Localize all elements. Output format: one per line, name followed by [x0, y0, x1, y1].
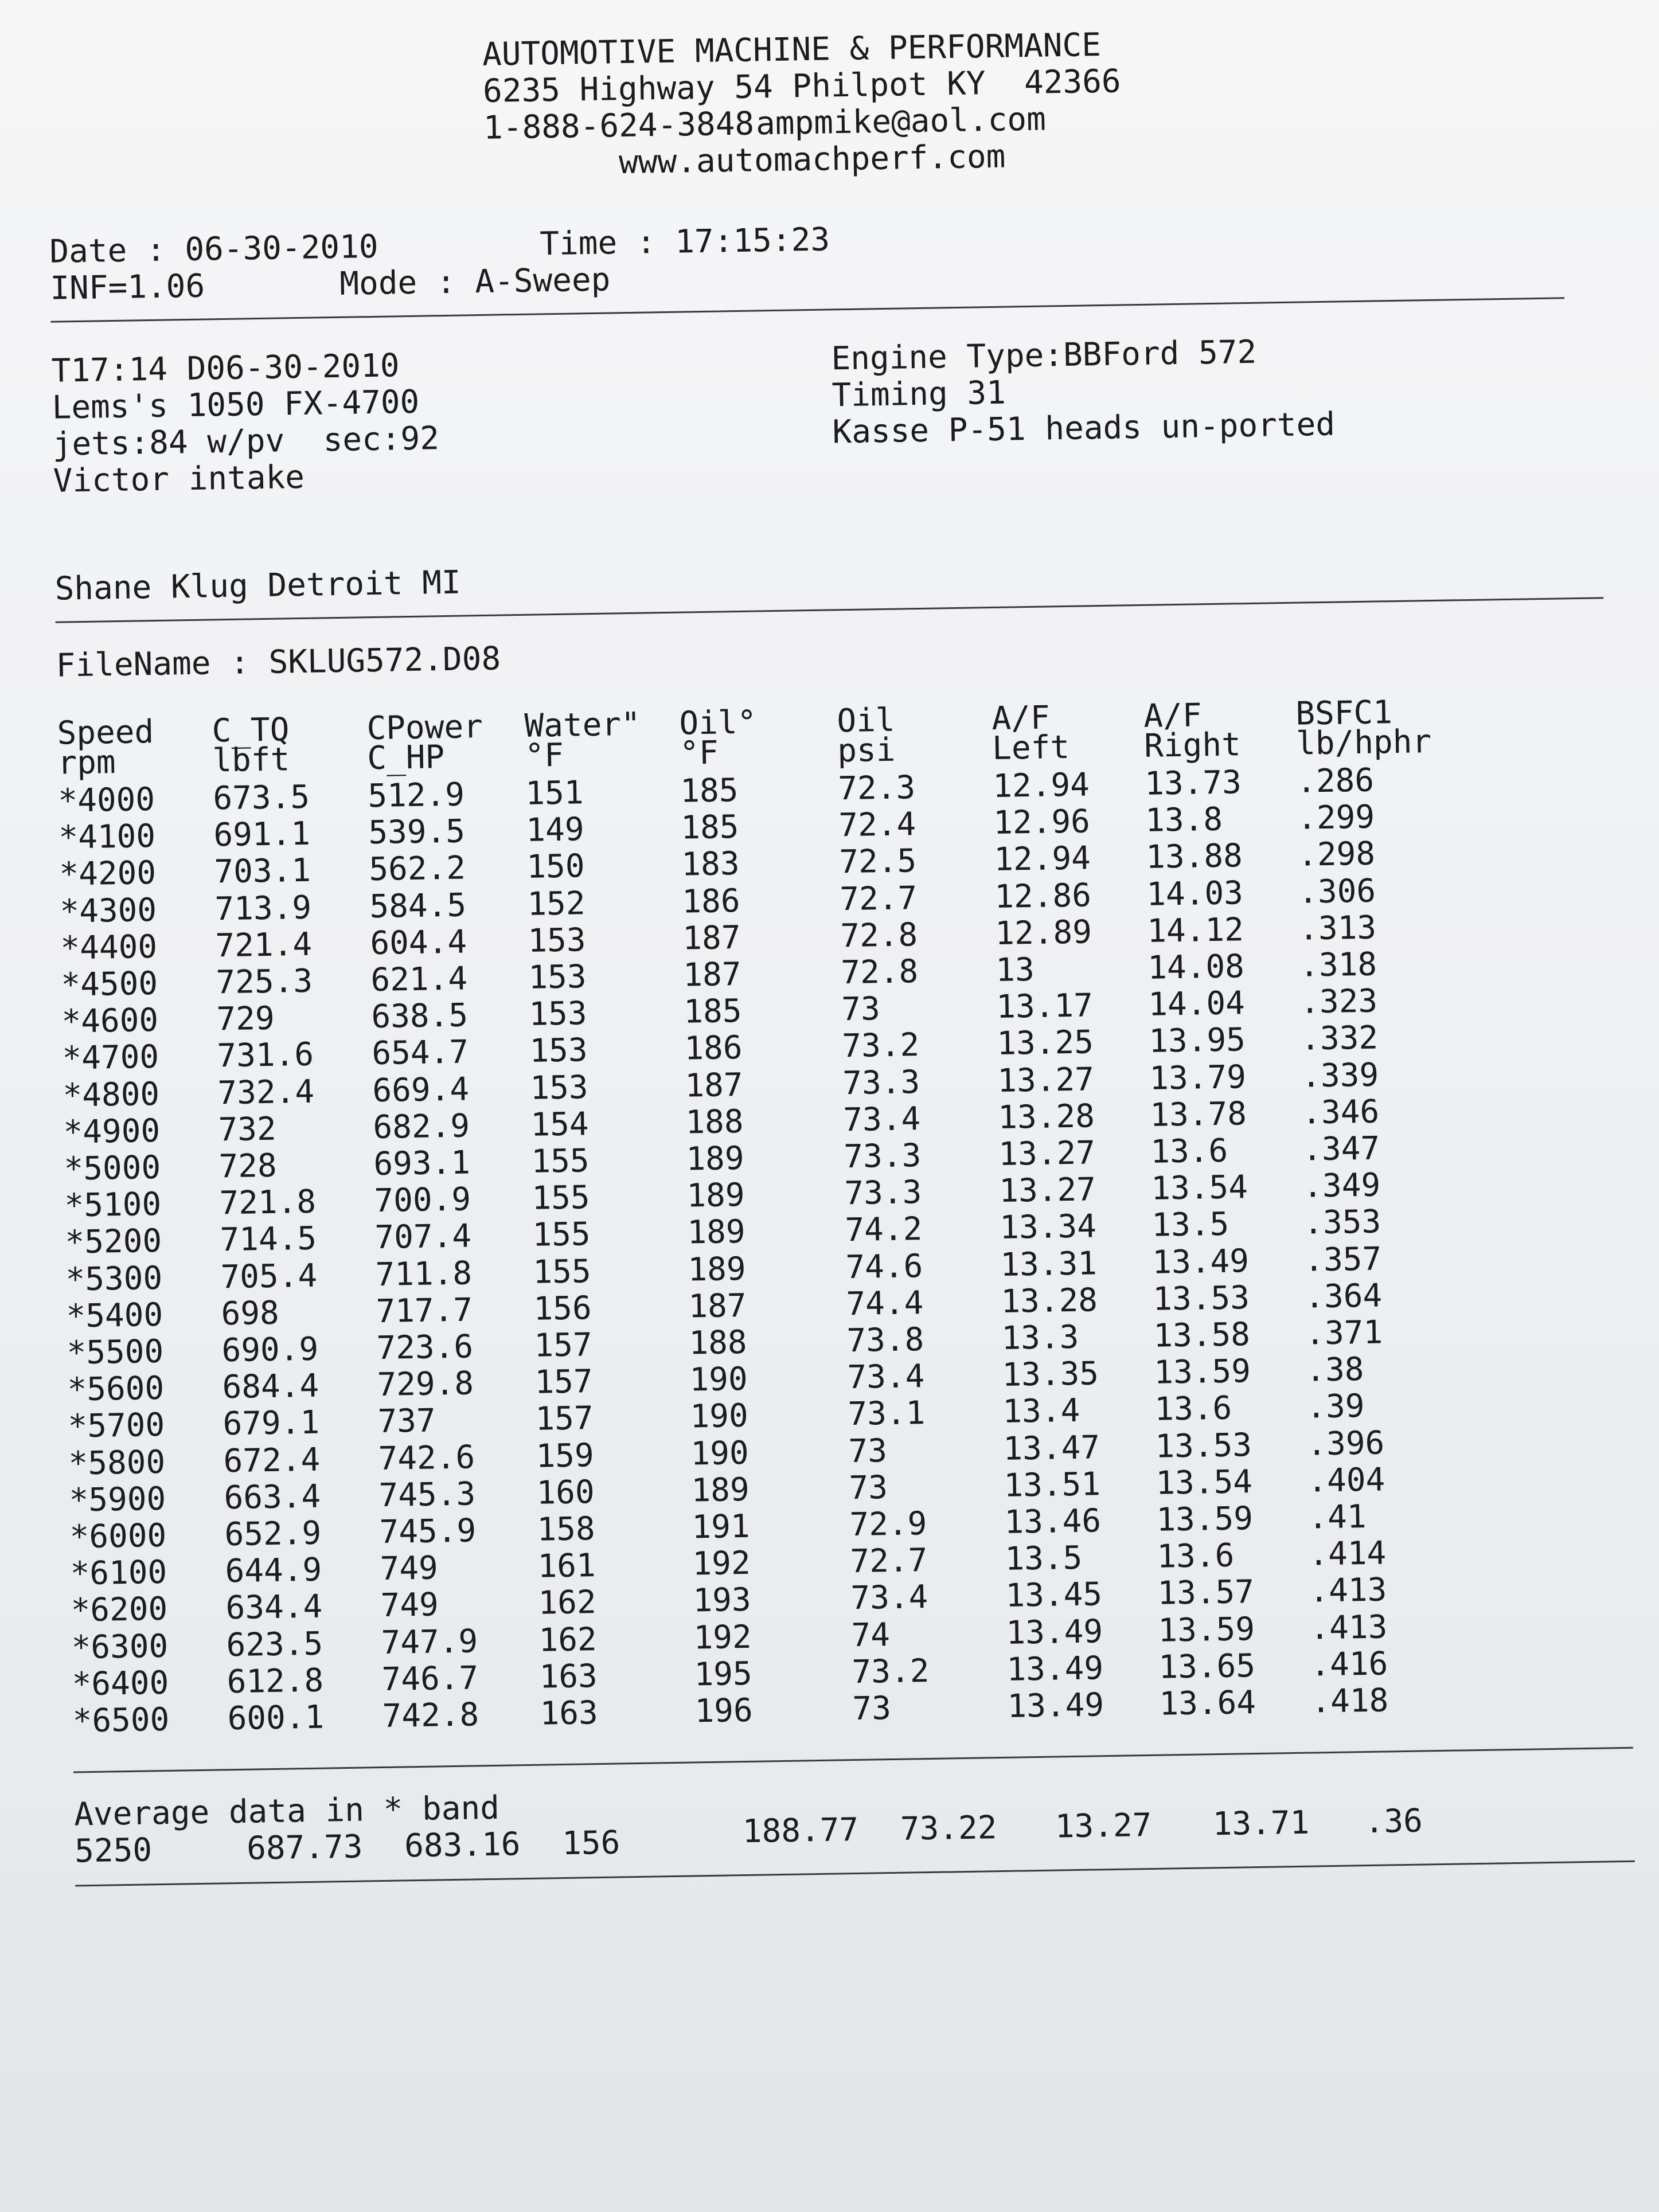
cell-c-tq-lbft: 714.5: [220, 1220, 317, 1259]
cell-oil-temp-f: 187: [684, 1066, 744, 1105]
cell-c-tq-lbft: 729: [216, 999, 275, 1038]
cell-bsfc1: .371: [1305, 1314, 1383, 1353]
cell-bsfc1: .349: [1302, 1166, 1381, 1205]
cell-c-tq-lbft: 725.3: [215, 962, 313, 1002]
cell-af-left: 12.86: [994, 876, 1092, 916]
cell-af-right: 13.53: [1154, 1426, 1252, 1465]
cell-oil-psi: 72.7: [839, 879, 918, 918]
cell-oil-psi: 73: [852, 1690, 892, 1728]
cell-water-temp-f: 155: [532, 1216, 591, 1254]
cell-water-temp-f: 153: [529, 1031, 588, 1070]
column-unit-bsfc1: lb/hphr: [1295, 723, 1432, 763]
cell-bsfc1: .357: [1303, 1240, 1382, 1279]
cell-oil-temp-f: 192: [692, 1545, 751, 1583]
cell-water-temp-f: 153: [528, 958, 587, 996]
cell-af-left: 13.51: [1003, 1465, 1101, 1504]
cell-bsfc1: .418: [1310, 1682, 1389, 1721]
cell-af-right: 13.6: [1156, 1537, 1235, 1576]
cell-oil-psi: 73.4: [846, 1358, 925, 1397]
cell-cpower-c-hp: 747.9: [381, 1622, 478, 1662]
cell-af-right: 14.04: [1147, 984, 1246, 1024]
divider-line: [50, 297, 1564, 322]
average-af-left: 13.27: [1055, 1806, 1152, 1846]
cell-water-temp-f: 153: [529, 1068, 589, 1107]
cell-af-left: 13.46: [1004, 1502, 1102, 1541]
cell-speed-rpm: *5800: [68, 1443, 166, 1483]
cell-af-right: 13.59: [1156, 1500, 1254, 1539]
cell-cpower-c-hp: 584.5: [369, 886, 467, 925]
cell-oil-psi: 73.3: [844, 1174, 922, 1213]
cell-oil-psi: 73: [848, 1468, 888, 1507]
cell-af-left: 12.94: [993, 839, 1091, 879]
cell-bsfc1: .346: [1301, 1093, 1380, 1132]
cell-cpower-c-hp: 717.7: [376, 1291, 473, 1330]
cell-c-tq-lbft: 672.4: [223, 1441, 321, 1480]
column-unit-oil-temp-f: °F: [679, 734, 719, 772]
cell-water-temp-f: 154: [530, 1105, 590, 1144]
cell-speed-rpm: *4600: [61, 1002, 159, 1041]
cell-oil-psi: 74.6: [845, 1247, 923, 1286]
cell-speed-rpm: *5100: [64, 1186, 162, 1225]
cell-af-right: 13.65: [1158, 1647, 1256, 1686]
note-line: jets:84 w/pv sec:92: [52, 420, 440, 463]
cell-af-left: 13.28: [997, 1097, 1095, 1136]
column-unit-speed-rpm: rpm: [57, 744, 116, 782]
cell-af-left: 12.89: [994, 913, 1092, 952]
cell-oil-temp-f: 186: [684, 1029, 743, 1068]
cell-oil-psi: 74.4: [845, 1284, 924, 1323]
cell-speed-rpm: *4200: [58, 854, 157, 894]
cell-c-tq-lbft: 731.6: [216, 1036, 314, 1075]
cell-af-right: 13.73: [1144, 764, 1242, 803]
cell-cpower-c-hp: 723.6: [376, 1328, 474, 1367]
cell-cpower-c-hp: 700.9: [373, 1181, 471, 1220]
file-name: FileName : SKLUG572.D08: [56, 640, 501, 685]
cell-af-right: 13.6: [1150, 1132, 1228, 1171]
cell-water-temp-f: 159: [536, 1436, 595, 1475]
cell-c-tq-lbft: 679.1: [222, 1404, 320, 1443]
cell-water-temp-f: 160: [536, 1473, 595, 1512]
cell-speed-rpm: *4500: [61, 964, 158, 1004]
cell-cpower-c-hp: 746.7: [381, 1659, 479, 1698]
column-unit-af-right: Right: [1143, 726, 1242, 765]
column-header-oil-temp-f: Oil°: [678, 704, 757, 742]
company-website: www.automachperf.com: [618, 138, 1006, 182]
cell-speed-rpm: *6200: [71, 1590, 168, 1629]
cell-af-right: 14.12: [1146, 911, 1244, 950]
customer-name: Shane Klug Detroit MI: [54, 564, 462, 608]
cell-water-temp-f: 149: [525, 811, 585, 850]
cell-speed-rpm: *4100: [58, 818, 156, 857]
cell-bsfc1: .299: [1297, 798, 1375, 837]
cell-af-right: 13.95: [1148, 1021, 1246, 1061]
cell-oil-temp-f: 190: [690, 1434, 750, 1473]
cell-oil-psi: 73.4: [842, 1100, 921, 1139]
cell-af-right: 13.54: [1155, 1463, 1253, 1502]
note-line: T17:14 D06-30-2010: [51, 347, 400, 390]
run-date: Date : 06-30-2010: [49, 228, 379, 271]
cell-oil-temp-f: 189: [690, 1471, 750, 1510]
column-header-water-temp-f: Water": [524, 705, 641, 745]
cell-oil-temp-f: 196: [694, 1691, 754, 1730]
cell-af-right: 13.58: [1153, 1316, 1251, 1355]
cell-af-right: 13.53: [1152, 1279, 1250, 1318]
cell-af-left: 13.25: [996, 1023, 1094, 1063]
cell-c-tq-lbft: 673.5: [212, 778, 310, 818]
cell-c-tq-lbft: 684.4: [222, 1367, 319, 1406]
cell-oil-temp-f: 195: [694, 1655, 753, 1694]
cell-bsfc1: .364: [1304, 1277, 1383, 1316]
run-time: Time : 17:15:23: [539, 221, 830, 263]
cell-bsfc1: .38: [1305, 1351, 1365, 1389]
cell-bsfc1: .416: [1310, 1645, 1388, 1684]
cell-cpower-c-hp: 604.4: [369, 923, 467, 962]
cell-cpower-c-hp: 638.5: [370, 996, 469, 1036]
column-header-af-left: A/F: [991, 699, 1051, 738]
cell-oil-psi: 73.4: [850, 1578, 928, 1617]
cell-bsfc1: .414: [1308, 1534, 1387, 1573]
cell-oil-temp-f: 190: [689, 1397, 749, 1436]
cell-af-left: 13.35: [1001, 1355, 1099, 1394]
column-unit-af-left: Left: [992, 728, 1070, 768]
note-line: Lems's 1050 FX-4700: [52, 383, 420, 427]
average-c-tq-lbft: 687.73: [246, 1828, 363, 1867]
cell-cpower-c-hp: 711.8: [375, 1254, 473, 1293]
cell-af-left: 13: [995, 951, 1035, 990]
cell-c-tq-lbft: 600.1: [227, 1698, 325, 1738]
cell-bsfc1: .413: [1309, 1608, 1388, 1647]
cell-bsfc1: .404: [1307, 1461, 1385, 1500]
cell-oil-temp-f: 189: [686, 1177, 745, 1215]
cell-bsfc1: .413: [1309, 1571, 1387, 1610]
cell-af-left: 13.49: [1005, 1612, 1103, 1652]
company-phone: 1-888-624-3848: [483, 105, 755, 147]
cell-c-tq-lbft: 713.9: [214, 889, 312, 928]
cell-oil-temp-f: 192: [693, 1618, 752, 1657]
cell-oil-psi: 72.8: [840, 953, 919, 992]
cell-oil-temp-f: 183: [681, 845, 740, 884]
cell-bsfc1: .298: [1297, 835, 1376, 874]
cell-cpower-c-hp: 682.9: [372, 1107, 470, 1146]
cell-cpower-c-hp: 621.4: [370, 960, 468, 999]
column-header-af-right: A/F: [1143, 697, 1203, 735]
cell-c-tq-lbft: 634.4: [225, 1588, 323, 1627]
cell-af-left: 13.47: [1002, 1428, 1100, 1468]
cell-oil-temp-f: 189: [687, 1250, 747, 1289]
cell-bsfc1: .39: [1306, 1388, 1365, 1426]
cell-water-temp-f: 162: [538, 1584, 597, 1623]
cell-water-temp-f: 157: [535, 1400, 594, 1439]
cell-oil-temp-f: 189: [686, 1213, 746, 1252]
cell-af-right: 13.6: [1154, 1390, 1232, 1429]
cell-c-tq-lbft: 721.8: [219, 1183, 317, 1222]
cell-water-temp-f: 153: [527, 921, 587, 960]
cell-c-tq-lbft: 663.4: [224, 1478, 321, 1517]
cell-af-right: 13.59: [1157, 1610, 1255, 1650]
cell-af-right: 13.5: [1151, 1206, 1229, 1245]
cell-water-temp-f: 163: [539, 1657, 598, 1696]
cell-c-tq-lbft: 698: [221, 1294, 280, 1333]
cell-af-left: 13.17: [996, 987, 1094, 1026]
cell-af-right: 13.79: [1149, 1058, 1247, 1097]
cell-water-temp-f: 152: [526, 884, 586, 923]
cell-bsfc1: .332: [1300, 1019, 1379, 1058]
cell-oil-temp-f: 187: [682, 919, 741, 958]
cell-af-right: 14.08: [1147, 948, 1245, 987]
cell-af-left: 12.96: [993, 803, 1091, 842]
cell-oil-temp-f: 185: [680, 772, 739, 810]
cell-cpower-c-hp: 539.5: [368, 812, 466, 852]
cell-bsfc1: .318: [1299, 945, 1377, 984]
cell-water-temp-f: 157: [534, 1363, 594, 1401]
heads: Kasse P-51 heads un-ported: [832, 405, 1336, 451]
cell-oil-psi: 73.2: [852, 1652, 930, 1691]
cell-af-left: 13.27: [997, 1060, 1095, 1100]
cell-cpower-c-hp: 749: [380, 1586, 439, 1625]
cell-oil-psi: 73: [841, 990, 881, 1029]
cell-oil-psi: 73.8: [846, 1321, 924, 1360]
cell-speed-rpm: *5600: [67, 1370, 165, 1409]
cell-oil-psi: 74: [850, 1616, 891, 1654]
cell-cpower-c-hp: 742.8: [382, 1696, 479, 1735]
cell-af-left: 12.94: [992, 766, 1090, 806]
run-inf: INF=1.06: [49, 267, 205, 307]
cell-speed-rpm: *4900: [63, 1112, 161, 1151]
cell-oil-temp-f: 187: [682, 956, 742, 994]
column-header-bsfc1: BSFC1: [1295, 694, 1393, 733]
cell-af-left: 13.34: [999, 1207, 1097, 1247]
cell-cpower-c-hp: 742.6: [378, 1438, 475, 1478]
cell-speed-rpm: *4700: [62, 1038, 159, 1078]
average-af-right: 13.71: [1212, 1804, 1310, 1843]
engine-type: Engine Type:BBFord 572: [831, 333, 1257, 378]
cell-oil-temp-f: 193: [693, 1581, 752, 1620]
column-unit-c-tq-lbft: lbft: [212, 741, 290, 780]
column-unit-cpower-c-hp: C_HP: [366, 738, 445, 777]
cell-af-left: 13.45: [1005, 1576, 1103, 1615]
cell-water-temp-f: 161: [537, 1547, 596, 1585]
cell-c-tq-lbft: 644.9: [225, 1551, 322, 1590]
cell-oil-psi: 74.2: [844, 1210, 923, 1249]
dyno-data-table: [57, 694, 1576, 1796]
average-oil-temp-f: 188.77: [742, 1811, 859, 1851]
cell-bsfc1: .323: [1299, 982, 1378, 1021]
cell-oil-psi: 72.3: [837, 769, 916, 808]
cell-c-tq-lbft: 690.9: [221, 1330, 319, 1370]
cell-af-left: 13.49: [1006, 1650, 1104, 1689]
average-label: Average data in * band: [73, 1789, 500, 1834]
cell-af-left: 13.31: [1000, 1244, 1098, 1284]
cell-af-right: 13.64: [1158, 1684, 1256, 1723]
cell-water-temp-f: 151: [525, 774, 584, 812]
cell-cpower-c-hp: 745.3: [378, 1475, 476, 1514]
cell-water-temp-f: 155: [531, 1179, 591, 1217]
cell-cpower-c-hp: 562.2: [368, 849, 466, 889]
average-oil-psi: 73.22: [900, 1809, 997, 1848]
column-header-speed-rpm: Speed: [57, 713, 154, 752]
cell-cpower-c-hp: 737: [377, 1402, 436, 1441]
cell-cpower-c-hp: 745.9: [379, 1512, 477, 1551]
average-bsfc1: .36: [1364, 1802, 1423, 1841]
cell-speed-rpm: *4400: [60, 928, 158, 967]
cell-water-temp-f: 158: [537, 1510, 596, 1549]
cell-bsfc1: .353: [1303, 1203, 1381, 1242]
cell-oil-psi: 73.2: [841, 1026, 920, 1065]
cell-water-temp-f: 150: [526, 847, 585, 886]
cell-cpower-c-hp: 693.1: [373, 1144, 471, 1183]
cell-speed-rpm: *6300: [71, 1627, 169, 1667]
cell-af-left: 13.4: [1002, 1392, 1080, 1431]
cell-oil-temp-f: 185: [680, 808, 740, 847]
column-unit-water-temp-f: °F: [524, 736, 564, 775]
cell-bsfc1: .313: [1298, 909, 1377, 948]
cell-af-left: 13.5: [1004, 1539, 1083, 1578]
cell-af-right: 13.59: [1153, 1353, 1251, 1392]
cell-speed-rpm: *5300: [65, 1259, 163, 1299]
cell-speed-rpm: *6500: [72, 1701, 170, 1740]
cell-oil-psi: 73: [848, 1432, 888, 1470]
cell-bsfc1: .339: [1301, 1056, 1379, 1095]
company-name: AUTOMOTIVE MACHINE & PERFORMANCE: [482, 26, 1102, 73]
cell-oil-temp-f: 186: [681, 882, 741, 921]
cell-speed-rpm: *5500: [67, 1332, 164, 1372]
cell-water-temp-f: 155: [532, 1252, 592, 1291]
cell-oil-temp-f: 185: [683, 992, 743, 1031]
cell-speed-rpm: *4800: [63, 1075, 160, 1115]
cell-water-temp-f: 162: [538, 1620, 598, 1659]
cell-water-temp-f: 155: [530, 1142, 590, 1181]
cell-bsfc1: .286: [1296, 761, 1375, 800]
average-water-temp-f: 156: [561, 1824, 620, 1863]
timing: Timing 31: [832, 374, 1006, 415]
cell-af-left: 13.3: [1001, 1318, 1079, 1357]
cell-cpower-c-hp: 707.4: [374, 1217, 472, 1257]
cell-oil-psi: 72.4: [838, 806, 916, 845]
cell-cpower-c-hp: 669.4: [372, 1070, 470, 1109]
average-cpower-c-hp: 683.16: [404, 1826, 521, 1865]
cell-af-right: 14.03: [1146, 874, 1244, 913]
cell-af-right: 13.49: [1151, 1242, 1250, 1281]
cell-oil-psi: 73.3: [843, 1137, 922, 1176]
cell-c-tq-lbft: 691.1: [213, 815, 311, 854]
cell-speed-rpm: *4300: [59, 891, 157, 931]
cell-oil-psi: 72.7: [849, 1542, 928, 1581]
average-speed-rpm: 5250: [74, 1831, 153, 1870]
column-header-oil-psi: Oil: [836, 701, 896, 740]
cell-af-left: 13.27: [998, 1134, 1096, 1173]
cell-af-right: 13.8: [1145, 800, 1223, 840]
cell-cpower-c-hp: 654.7: [371, 1033, 469, 1073]
cell-speed-rpm: *5900: [69, 1480, 166, 1519]
cell-oil-temp-f: 188: [685, 1103, 744, 1142]
cell-c-tq-lbft: 652.9: [224, 1514, 322, 1554]
cell-bsfc1: .41: [1307, 1498, 1367, 1537]
cell-speed-rpm: *6100: [70, 1554, 167, 1593]
cell-af-left: 13.27: [998, 1171, 1096, 1210]
cell-oil-temp-f: 189: [685, 1139, 745, 1178]
cell-af-right: 13.88: [1145, 837, 1243, 877]
cell-af-right: 13.57: [1157, 1573, 1255, 1613]
cell-speed-rpm: *5400: [66, 1296, 163, 1335]
cell-cpower-c-hp: 729.8: [377, 1365, 474, 1404]
cell-bsfc1: .347: [1302, 1130, 1380, 1168]
cell-af-left: 13.28: [1000, 1281, 1098, 1320]
company-email: ampmike@aol.com: [755, 100, 1047, 143]
cell-c-tq-lbft: 728: [218, 1147, 278, 1186]
cell-oil-psi: 73.3: [842, 1063, 920, 1102]
cell-speed-rpm: *6400: [72, 1664, 169, 1703]
cell-oil-psi: 72.8: [840, 916, 918, 955]
column-unit-oil-psi: psi: [837, 731, 896, 770]
cell-water-temp-f: 156: [533, 1289, 592, 1328]
report-sheet: [40, 0, 1641, 1909]
note-line: Victor intake: [53, 458, 305, 500]
cell-c-tq-lbft: 623.5: [226, 1625, 323, 1664]
cell-c-tq-lbft: 612.8: [227, 1662, 324, 1701]
cell-oil-temp-f: 188: [688, 1323, 748, 1362]
cell-bsfc1: .396: [1306, 1424, 1385, 1463]
cell-af-right: 13.78: [1149, 1095, 1247, 1134]
cell-cpower-c-hp: 749: [380, 1549, 439, 1588]
cell-water-temp-f: 163: [540, 1694, 599, 1733]
cell-water-temp-f: 153: [528, 995, 588, 1034]
cell-c-tq-lbft: 732: [218, 1110, 277, 1149]
cell-oil-psi: 72.5: [838, 842, 917, 881]
cell-oil-temp-f: 187: [688, 1287, 747, 1326]
cell-water-temp-f: 157: [533, 1326, 593, 1365]
column-header-c-tq-lbft: C_TQ: [212, 711, 290, 750]
cell-c-tq-lbft: 705.4: [220, 1257, 318, 1296]
cell-oil-temp-f: 190: [689, 1361, 748, 1399]
cell-bsfc1: .306: [1298, 872, 1376, 911]
cell-oil-temp-f: 191: [692, 1507, 751, 1546]
cell-c-tq-lbft: 721.4: [214, 925, 313, 965]
cell-cpower-c-hp: 512.9: [367, 776, 465, 815]
run-mode: Mode : A-Sweep: [339, 261, 611, 303]
cell-speed-rpm: *6000: [69, 1517, 167, 1556]
cell-speed-rpm: *5700: [68, 1406, 165, 1445]
cell-speed-rpm: *5000: [64, 1148, 161, 1188]
cell-oil-psi: 72.9: [849, 1505, 927, 1544]
cell-af-left: 13.49: [1006, 1686, 1104, 1725]
company-address: 6235 Highway 54 Philpot KY 42366: [482, 62, 1122, 110]
cell-af-right: 13.54: [1150, 1168, 1248, 1208]
cell-c-tq-lbft: 732.4: [217, 1073, 315, 1112]
column-header-cpower-c-hp: CPower: [366, 708, 483, 748]
cell-oil-psi: 73.1: [847, 1394, 926, 1433]
cell-speed-rpm: *4000: [57, 781, 155, 820]
cell-c-tq-lbft: 703.1: [213, 852, 311, 891]
cell-speed-rpm: *5200: [65, 1222, 162, 1261]
